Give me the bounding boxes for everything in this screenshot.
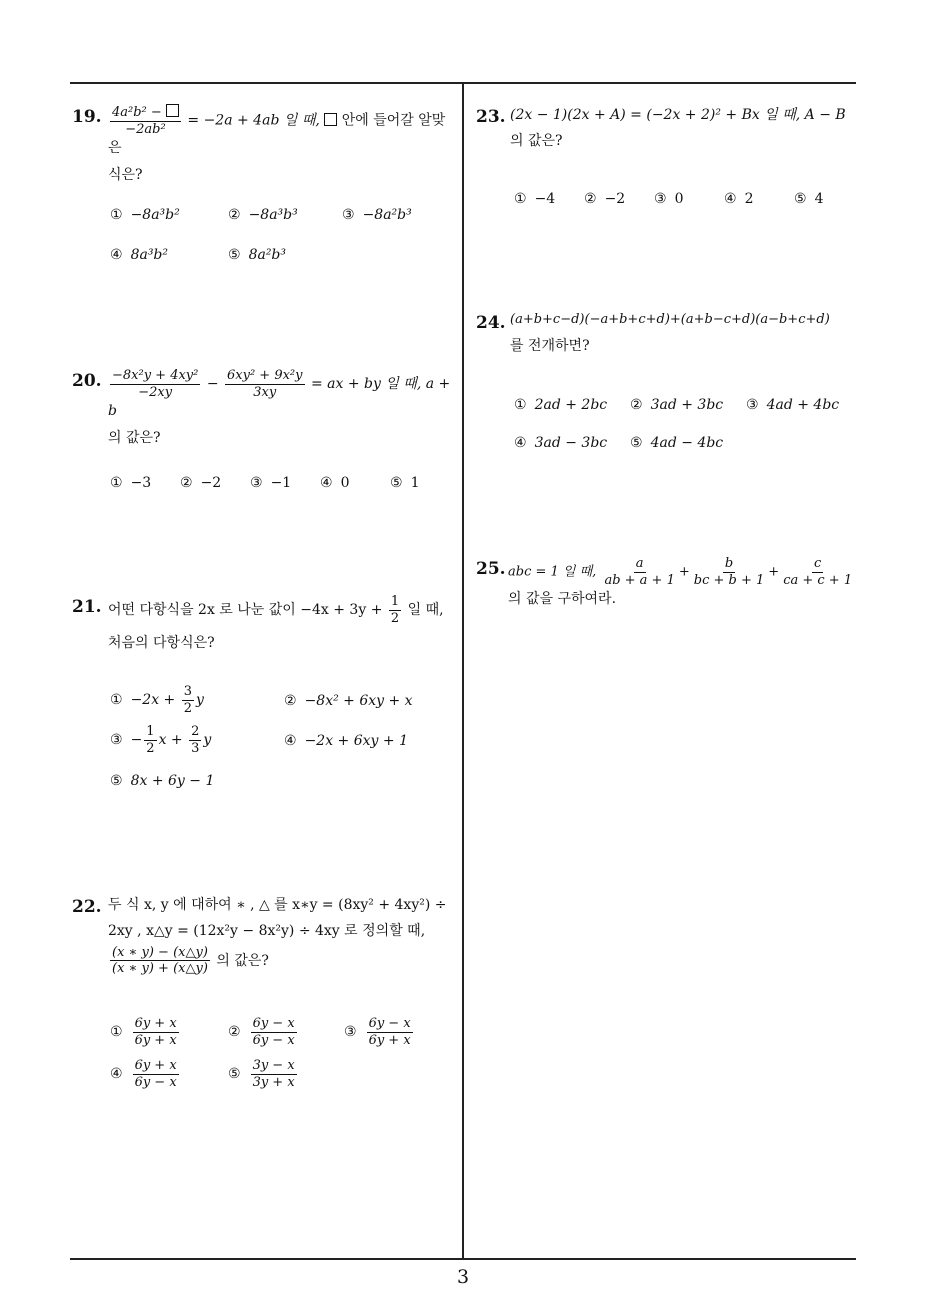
stem-line-3: $\frac{(x ∗ y) - (x\triangle y)}{(x ∗ y) + (x\triangle y)}$ 의 값은? [112, 944, 269, 977]
problem-number: 19. [72, 107, 102, 127]
problem-20 [72, 368, 458, 498]
fraction: $\frac{3}{2}$ [183, 684, 193, 716]
choice-3[interactable]: ③ 4ad + 4bc [746, 397, 840, 413]
problem-stem [510, 104, 860, 153]
choice-list [110, 1016, 460, 1098]
choice-1[interactable]: ① $\frac{6y + x}{6y + x}$ [110, 1016, 177, 1048]
fraction: $\frac{c}{ca + c + 1}$ [783, 556, 853, 588]
stem-line-2: 처음의 다항식은? [108, 635, 215, 652]
choice-2[interactable]: ② −2 [180, 475, 222, 491]
problem-stem [108, 894, 458, 977]
choice-2[interactable]: ② −8x² + 6xy + x [284, 693, 413, 709]
choice-5[interactable]: ⑤ 8a²b³ [228, 247, 287, 263]
choice-list [514, 394, 860, 458]
choice-4[interactable]: ④ $\frac{6y + x}{6y - x}$ [110, 1058, 177, 1090]
choice-5[interactable]: ⑤ 4 [794, 191, 824, 207]
problem-stem [508, 556, 860, 611]
fraction: $\frac{(x ∗ y) - (x\triangle y)}{(x ∗ y) + (x\triangle y)}$ [112, 944, 208, 977]
choice-3[interactable]: ③ −1 [250, 475, 292, 491]
choice-4[interactable]: ④ 8a³b² [110, 247, 169, 263]
stem-line-1: 두 식 x, y 에 대하여 ∗ , △ 를 x∗y = (8xy² + 4xy²) ÷ [108, 897, 447, 913]
problem-stem: $\frac{\text{−8x²y + 4xy²}}{-2xy}$ − $\frac{\text{6xy² + 9x²y}}{3xy}$ = ax + by 일 때, a + b 의 값은? [108, 368, 458, 449]
stem-line-1: (a+b+c−d)(−a+b+c+d)+(a+b−c+d)(a−b+c+d) [510, 312, 830, 327]
problem-stem: $\frac{\text{4a²b² −}}{\text{−2ab²}}$ = −2a + 4ab 일 때, 안에 들어갈 알맞은 식은? [108, 104, 458, 186]
choice-5[interactable]: ⑤ $\frac{3y - x}{3y + x}$ [228, 1058, 295, 1090]
choice-2[interactable]: ② −2 [584, 191, 626, 207]
fraction: $\frac{3y - x}{3y + x}$ [252, 1058, 295, 1090]
choice-3[interactable]: ③ 0 [654, 191, 684, 207]
fraction: $\frac{2}{3}$ [191, 724, 200, 756]
fraction: $\frac{\text{−8x²y + 4xy²}}{-2xy}$ [112, 368, 199, 400]
stem-line-2: 식은? [108, 166, 143, 183]
problem-stem [510, 310, 860, 357]
fraction: $\frac{6y - x}{6y + x}$ [368, 1016, 411, 1048]
choice-1[interactable]: ① −3 [110, 475, 152, 491]
problem-number: 22. [72, 897, 102, 917]
choice-5[interactable]: ⑤ 4ad − 4bc [630, 435, 724, 451]
fraction: $\frac{\text{6xy² + 9x²y}}{3xy}$ [227, 368, 303, 400]
stem-line-2: 를 전개하면? [510, 337, 590, 354]
stem-line-2: 2xy , x△y = (12x²y − 8x²y) ÷ 4xy 로 정의할 때, [108, 923, 426, 940]
fraction: $\frac{1}{2}$ [390, 594, 400, 626]
fraction: $\frac{6y + x}{6y + x}$ [134, 1016, 177, 1048]
choice-3[interactable]: ③ $\frac{6y - x}{6y + x}$ [344, 1016, 411, 1048]
choice-4[interactable]: ④ 0 [320, 475, 350, 491]
fraction: $\frac{\text{4a²b² −}}{\text{−2ab²}}$ [110, 104, 181, 137]
choice-1[interactable]: ① −2x + $\frac{3}{2}$ y [110, 684, 204, 716]
problem-number: 21. [72, 597, 102, 617]
fraction: $\frac{6y - x}{6y - x}$ [252, 1016, 295, 1048]
choice-list [110, 472, 460, 496]
bottom-rule [70, 1258, 856, 1260]
problem-stem: 어떤 다항식을 2x 로 나눈 값이 −4x + 3y + $\frac{1}{2}$ 일 때, 처음의 다항식은? [108, 594, 458, 655]
stem-line-1: (2x − 1)(2x + A) = (−2x + 2)² + Bx 일 때, A − B [510, 107, 846, 123]
choice-list [110, 684, 460, 800]
problem-number: 20. [72, 371, 102, 391]
blank-box-icon [166, 104, 179, 117]
choice-2[interactable]: ② $\frac{6y - x}{6y - x}$ [228, 1016, 295, 1048]
stem-line-2: 의 값을 구하여라. [508, 591, 617, 608]
column-divider [462, 82, 464, 1260]
choice-4[interactable]: ④ −2x + 6xy + 1 [284, 733, 408, 749]
stem-line-2: 의 값은? [510, 133, 563, 150]
choice-2[interactable]: ② −8a³b³ [228, 207, 298, 223]
choice-5[interactable]: ⑤ 8x + 6y − 1 [110, 773, 215, 789]
fraction: $\frac{6y + x}{6y - x}$ [134, 1058, 177, 1090]
fraction: $\frac{1}{2}$ [146, 724, 155, 756]
choice-5[interactable]: ⑤ 1 [390, 475, 420, 491]
stem-line-2: 의 값은? [108, 429, 161, 446]
fraction: $\frac{b}{bc + b + 1}$ [693, 556, 765, 588]
problem-number: 23. [476, 107, 506, 127]
choice-2[interactable]: ② 3ad + 3bc [630, 397, 724, 413]
page-number: 3 [456, 1266, 470, 1288]
choice-list [110, 204, 460, 274]
choice-3[interactable]: ③ −8a²b³ [342, 207, 412, 223]
blank-box-icon [324, 113, 337, 126]
choice-1[interactable]: ① −8a³b² [110, 207, 180, 223]
choice-4[interactable]: ④ 2 [724, 191, 754, 207]
choice-3[interactable]: ③ − $\frac{1}{2}$ x + $\frac{2}{3}$ y [110, 724, 212, 756]
problem-19 [72, 104, 458, 274]
choice-4[interactable]: ④ 3ad − 3bc [514, 435, 608, 451]
problem-number: 25. [476, 559, 506, 579]
problem-25 [476, 556, 860, 636]
choice-list [514, 188, 860, 212]
problem-number: 24. [476, 313, 506, 333]
fraction: $\frac{a}{ab + a + 1}$ [604, 556, 675, 588]
problem-22 [72, 894, 458, 1104]
stem-line-1: abc = 1 일 때, $\frac{a}{ab + a + 1}$ + $\frac{b}{bc + b + 1}$ + $\frac{c}{ca + c + 1}$ [508, 556, 853, 588]
problem-21 [72, 594, 458, 804]
choice-1[interactable]: ① 2ad + 2bc [514, 397, 608, 413]
choice-1[interactable]: ① −4 [514, 191, 556, 207]
problem-24 [476, 310, 860, 460]
problem-23 [476, 104, 860, 214]
